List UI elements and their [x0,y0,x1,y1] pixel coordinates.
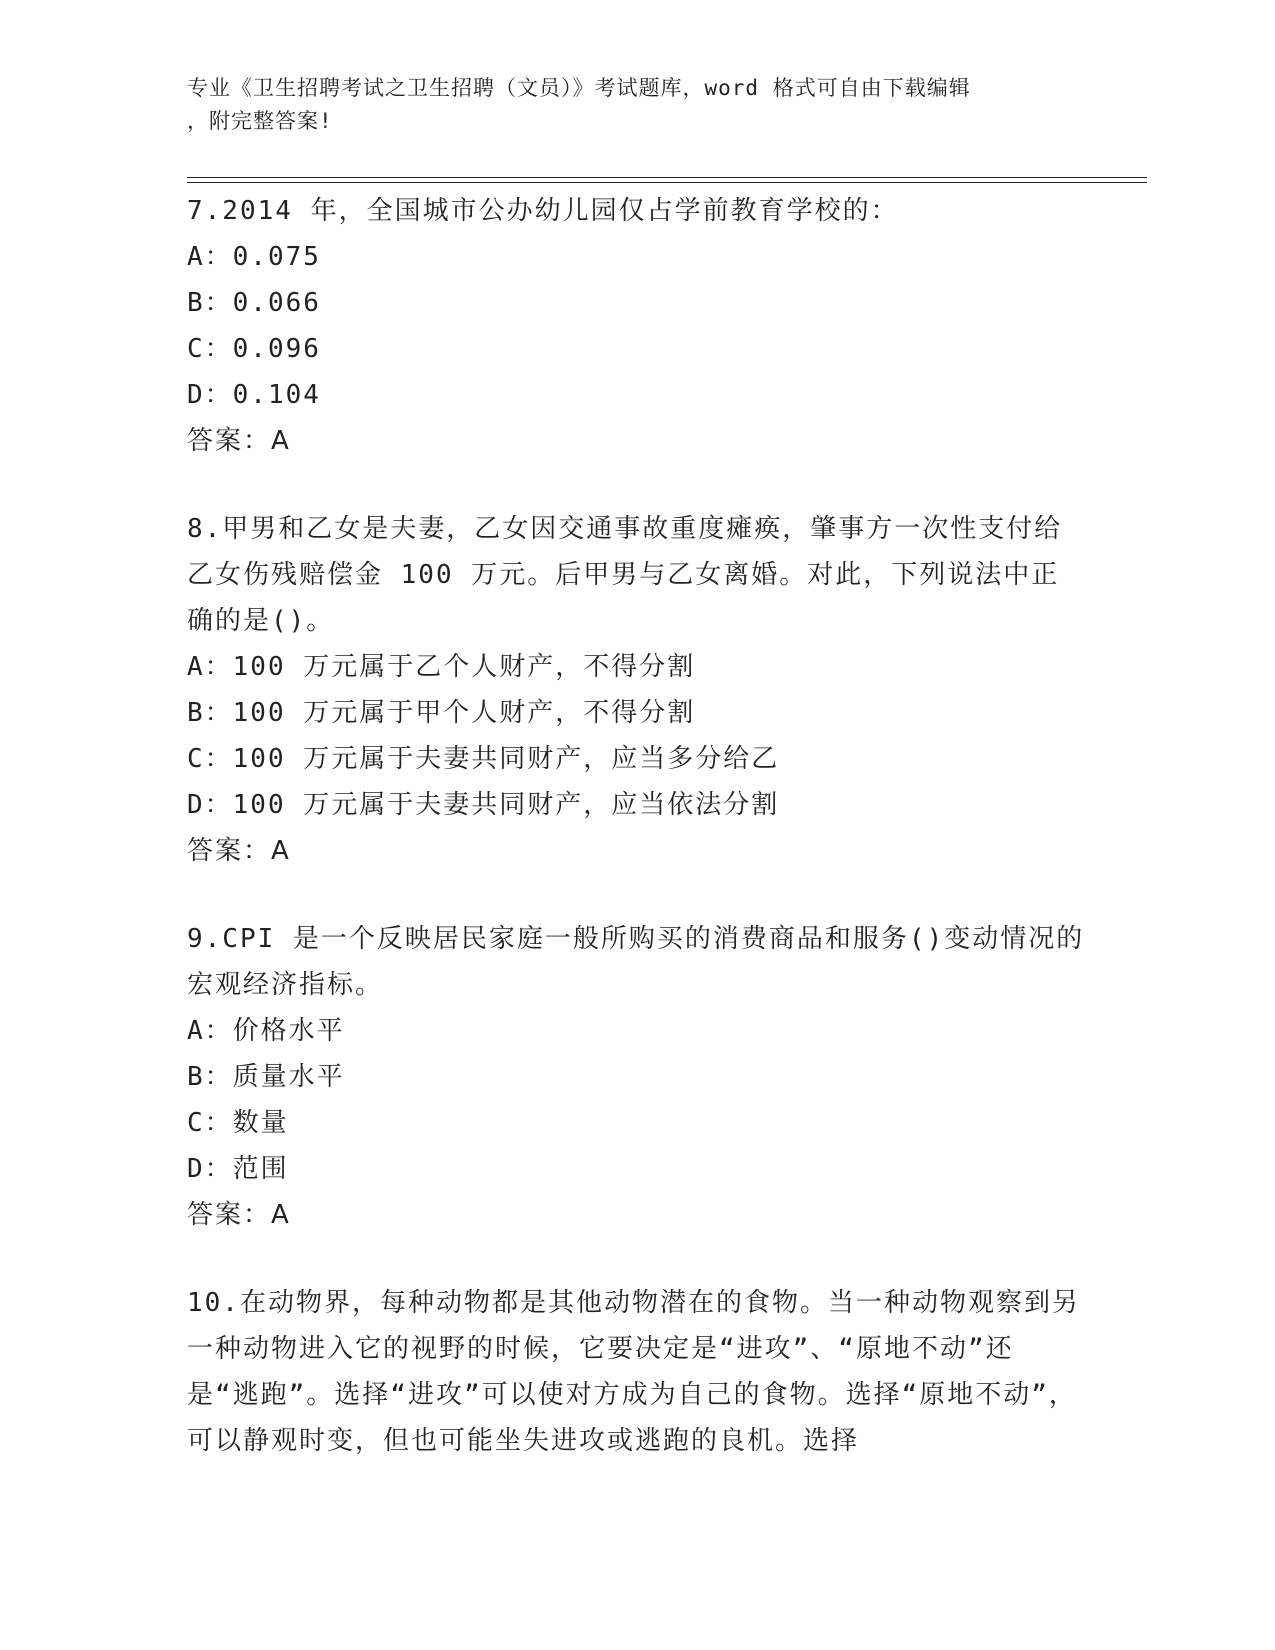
option-a: A：0.075 [187,242,321,272]
option-a: A：价格水平 [187,1016,345,1046]
question-stem: 9.CPI 是一个反映居民家庭一般所购买的消费商品和服务()变动情况的宏观经济指标。 [187,924,1085,1000]
question-8 [187,506,1087,874]
question-stem: 8.甲男和乙女是夫妻，乙女因交通事故重度瘫痪，肇事方一次性支付给乙女伤残赔偿金 100 万元。后甲男与乙女离婚。对此，下列说法中正确的是()。 [187,514,1063,636]
option-d: D：100 万元属于夫妻共同财产，应当依法分割 [187,790,780,820]
option-b: B：100 万元属于甲个人财产，不得分割 [187,698,696,728]
question-10 [187,1280,1087,1464]
question-list [187,188,1087,1464]
option-c: C：0.096 [187,334,321,364]
option-a: A：100 万元属于乙个人财产，不得分割 [187,652,696,682]
answer-label: 答案：A [187,426,291,456]
option-d: D：0.104 [187,380,321,410]
answer-label: 答案：A [187,1200,291,1230]
option-c: C：数量 [187,1108,289,1138]
header-line-1: 专业《卫生招聘考试之卫生招聘（文员）》考试题库，word 格式可自由下载编辑 [187,76,971,100]
question-9 [187,916,1087,1238]
answer-label: 答案：A [187,836,291,866]
option-b: B：质量水平 [187,1062,345,1092]
header-divider-bottom [187,182,1147,183]
option-d: D：范围 [187,1154,289,1184]
document-header [187,72,1087,138]
option-c: C：100 万元属于夫妻共同财产，应当多分给乙 [187,744,780,774]
question-stem: 10.在动物界，每种动物都是其他动物潜在的食物。当一种动物观察到另一种动物进入它的视野的时候，它要决定是“进攻”、“原地不动”还是“逃跑”。选择“进攻”可以使对方成为自己的食物。选择“原地不动”，可以静观时变，但也可能坐失进攻或逃跑的良机。选择 [187,1288,1080,1456]
question-7 [187,188,1087,464]
option-b: B：0.066 [187,288,321,318]
header-divider-top [187,177,1147,178]
header-line-2: ，附完整答案! [187,109,333,133]
question-stem: 7.2014 年，全国城市公办幼儿园仅占学前教育学校的： [187,196,899,226]
